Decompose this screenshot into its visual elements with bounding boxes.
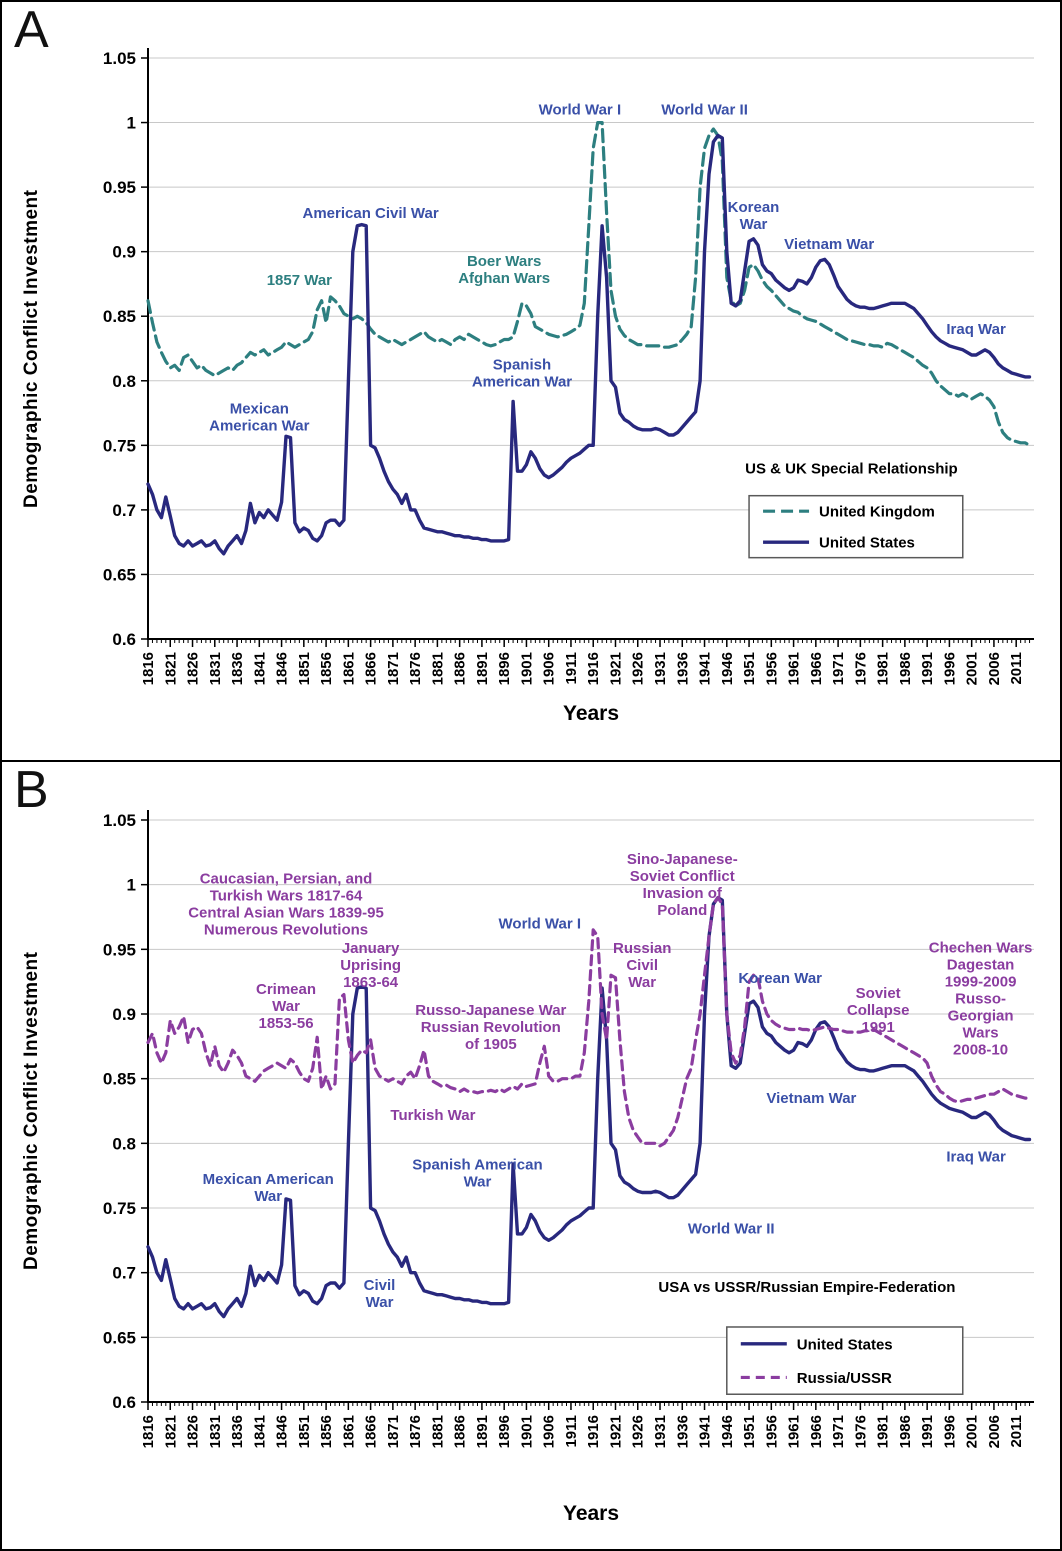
annotation-world-war-ii: World War II — [661, 101, 748, 119]
y-tick-label: 0.6 — [112, 1393, 136, 1412]
x-tick-label: 1971 — [830, 1415, 848, 1449]
y-tick-label: 0.8 — [112, 1134, 136, 1154]
annotation-russian-civil-war: War — [628, 973, 657, 991]
annotation-chechen-wars-dagestan-1999-2009-russo-georgian-wars-2008-10: 2008-10 — [953, 1041, 1009, 1059]
series-united-states-line — [148, 136, 1030, 554]
annotation-chechen-wars-dagestan-1999-2009-russo-georgian-wars-2008-10: Wars — [962, 1024, 999, 1042]
annotation-mexican-american-war: American War — [209, 417, 310, 435]
x-tick-label: 1961 — [785, 1415, 803, 1449]
x-tick-label: 1826 — [184, 652, 202, 686]
x-tick-label: 1996 — [941, 1415, 959, 1449]
x-tick-label: 1926 — [629, 652, 647, 686]
annotation-soviet-collapse-1991: 1991 — [861, 1019, 895, 1037]
x-tick-label: 1931 — [652, 652, 670, 686]
annotation-soviet-collapse-1991: Collapse — [846, 1002, 910, 1020]
x-tick-label: 1821 — [162, 652, 180, 686]
x-axis-title-a: Years — [562, 702, 620, 725]
x-tick-label: 1816 — [140, 1415, 157, 1449]
x-tick-label: 1901 — [518, 1415, 536, 1449]
x-tick-label: 1976 — [852, 1415, 870, 1449]
annotation-turkish-war: Turkish War — [390, 1106, 476, 1124]
y-tick-label: 1 — [126, 113, 136, 133]
y-tick-label: 0.7 — [112, 1263, 136, 1283]
x-tick-label: 1861 — [340, 652, 358, 686]
x-tick-label: 1916 — [585, 1415, 603, 1449]
x-tick-label: 1856 — [318, 652, 336, 686]
annotation-january-uprising-1863-64: January — [341, 939, 400, 957]
annotation-spanish-american-war: War — [463, 1173, 492, 1191]
y-tick-label: 0.85 — [102, 307, 136, 327]
annotation-american-civil-war: American Civil War — [302, 204, 439, 222]
x-tick-label: 1946 — [718, 1415, 736, 1449]
y-tick-label: 0.9 — [112, 1005, 136, 1024]
annotation-boer-wars-afghan-wars: Afghan Wars — [458, 270, 551, 288]
y-tick-label: 0.75 — [102, 1199, 136, 1218]
y-tick-label: 0.65 — [102, 565, 136, 585]
y-tick-label: 1 — [126, 875, 136, 895]
x-axis-title-b: Years — [562, 1502, 620, 1525]
legend-label-united-states: United States — [796, 1336, 893, 1354]
annotation-vietnam-war: Vietnam War — [784, 235, 875, 253]
annotation-chechen-wars-dagestan-1999-2009-russo-georgian-wars-2008-10: Dagestan — [946, 956, 1015, 974]
annotation-civil-war: War — [365, 1293, 394, 1311]
x-tick-label: 1886 — [451, 652, 469, 686]
y-tick-label: 0.85 — [102, 1069, 136, 1089]
annotation-sino-japanese-soviet-conflict-invasion-of-poland: Soviet Conflict — [629, 868, 735, 886]
x-tick-label: 1896 — [496, 652, 514, 686]
y-tick-label: 0.75 — [102, 436, 136, 456]
annotation-mexican-american-war: Mexican — [229, 400, 289, 418]
annotation-chechen-wars-dagestan-1999-2009-russo-georgian-wars-2008-10: Georgian — [947, 1007, 1014, 1025]
annotation-russo-japanese-war-russian-revolution-of-1905: Russo-Japanese War — [415, 1001, 567, 1019]
x-tick-label: 1936 — [674, 1415, 692, 1449]
x-tick-label: 1851 — [295, 1415, 313, 1449]
x-tick-label: 1901 — [518, 652, 536, 686]
legend-title: USA vs USSR/Russian Empire-Federation — [658, 1279, 956, 1297]
x-tick-label: 1836 — [229, 652, 247, 686]
annotation-world-war-ii: World War II — [687, 1220, 775, 1238]
annotation-world-war-i: World War I — [538, 101, 622, 119]
y-tick-label: 0.9 — [112, 242, 136, 262]
annotation-boer-wars-afghan-wars: Boer Wars — [466, 253, 542, 271]
x-tick-label: 1856 — [318, 1415, 336, 1449]
x-tick-label: 1981 — [874, 1415, 892, 1449]
x-tick-label: 1976 — [852, 652, 870, 686]
x-tick-label: 1826 — [184, 1415, 202, 1449]
y-tick-label: 0.7 — [112, 500, 136, 520]
x-tick-label: 1881 — [429, 1415, 447, 1449]
annotation-sino-japanese-soviet-conflict-invasion-of-poland: Poland — [657, 902, 708, 920]
x-tick-label: 1906 — [540, 1415, 558, 1449]
panel-a-letter: A — [14, 1, 49, 59]
annotation-russian-civil-war: Civil — [626, 956, 659, 974]
x-tick-label: 2001 — [963, 652, 981, 686]
x-tick-label: 1876 — [407, 1415, 425, 1449]
annotation-russo-japanese-war-russian-revolution-of-1905: of 1905 — [464, 1035, 517, 1053]
x-tick-label: 1961 — [785, 652, 803, 686]
x-tick-label: 1891 — [473, 652, 491, 686]
x-tick-label: 1941 — [696, 652, 714, 686]
x-tick-label: 1821 — [162, 1415, 180, 1449]
x-tick-label: 1831 — [206, 652, 224, 686]
annotation-soviet-collapse-1991: Soviet — [855, 985, 901, 1003]
x-tick-label: 1906 — [540, 652, 558, 686]
annotation-sino-japanese-soviet-conflict-invasion-of-poland: Sino-Japanese- — [626, 851, 738, 869]
x-tick-label: 1861 — [340, 1415, 358, 1449]
x-tick-label: 1991 — [919, 652, 937, 686]
x-tick-label: 1866 — [362, 652, 380, 686]
annotation-chechen-wars-dagestan-1999-2009-russo-georgian-wars-2008-10: 1999-2009 — [944, 973, 1017, 991]
x-tick-label: 1966 — [807, 1415, 825, 1449]
annotation-january-uprising-1863-64: 1863-64 — [343, 973, 399, 991]
x-tick-label: 1886 — [451, 1415, 469, 1449]
x-tick-label: 1876 — [407, 652, 425, 686]
annotation-korean-war: Korean — [727, 199, 780, 217]
x-tick-label: 1851 — [295, 652, 313, 686]
x-tick-label: 2011 — [1008, 651, 1026, 685]
annotation-crimean-war-1853-56: 1853-56 — [258, 1015, 314, 1033]
panel-b-letter: B — [14, 761, 49, 819]
annotation-civil-war: Civil — [363, 1276, 396, 1294]
legend-label-united-kingdom: United Kingdom — [819, 503, 935, 521]
y-tick-label: 0.8 — [112, 371, 136, 391]
y-tick-label: 0.6 — [112, 630, 136, 649]
x-tick-label: 1866 — [362, 1415, 380, 1449]
panel-b — [2, 762, 1060, 1549]
chart-a — [2, 2, 1060, 760]
x-tick-label: 1931 — [652, 1415, 670, 1449]
annotation-spanish-american-war: Spanish — [492, 356, 552, 374]
x-tick-label: 1836 — [229, 1415, 247, 1449]
x-tick-label: 1921 — [607, 652, 625, 686]
x-tick-label: 1911 — [562, 1415, 580, 1448]
x-tick-label: 2011 — [1008, 1415, 1026, 1448]
annotation-korean-war: Korean War — [738, 969, 823, 987]
annotation-iraq-war: Iraq War — [946, 321, 1006, 339]
x-tick-label: 2001 — [963, 1415, 981, 1449]
annotation-mexican-american-war: War — [254, 1187, 283, 1205]
x-tick-label: 1911 — [562, 652, 580, 685]
x-tick-label: 1936 — [674, 652, 692, 686]
annotation-1857-war: 1857 War — [266, 272, 333, 290]
y-axis-title-b: Demographic Conflict Investment — [21, 951, 42, 1271]
annotation-spanish-american-war: American War — [471, 373, 573, 391]
x-tick-label: 1881 — [429, 652, 447, 686]
x-tick-label: 1991 — [919, 1415, 937, 1449]
x-tick-label: 1921 — [607, 1415, 625, 1449]
panel-a — [2, 2, 1060, 762]
annotation-russo-japanese-war-russian-revolution-of-1905: Russian Revolution — [420, 1018, 561, 1036]
legend-label-russia-ussr: Russia/USSR — [796, 1369, 892, 1387]
annotation-chechen-wars-dagestan-1999-2009-russo-georgian-wars-2008-10: Chechen Wars — [928, 939, 1033, 957]
x-tick-label: 1986 — [896, 1415, 914, 1449]
x-tick-label: 1841 — [251, 1415, 269, 1449]
legend-label-united-states: United States — [819, 534, 915, 552]
x-tick-label: 1966 — [807, 652, 825, 686]
y-tick-label: 1.05 — [102, 49, 136, 68]
legend-title: US & UK Special Relationship — [745, 460, 958, 478]
x-tick-label: 1941 — [696, 1415, 714, 1449]
x-tick-label: 1951 — [741, 1415, 759, 1449]
x-tick-label: 1846 — [273, 652, 291, 686]
x-tick-label: 1846 — [273, 1415, 291, 1449]
y-tick-label: 0.95 — [102, 940, 136, 960]
x-tick-label: 1896 — [496, 1415, 514, 1449]
annotation-spanish-american-war: Spanish American — [412, 1156, 543, 1174]
annotation-caucasian-persian-and-turkish-wars-1817-64-central-asian-wars-1839-95-numerous-revolutions: Turkish Wars 1817-64 — [209, 887, 363, 905]
annotation-january-uprising-1863-64: Uprising — [340, 956, 402, 974]
annotation-mexican-american-war: Mexican American — [202, 1170, 334, 1188]
annotation-chechen-wars-dagestan-1999-2009-russo-georgian-wars-2008-10: Russo- — [955, 990, 1006, 1008]
annotation-crimean-war-1853-56: War — [272, 998, 300, 1016]
annotation-korean-war: War — [739, 216, 768, 234]
x-tick-label: 1986 — [896, 652, 914, 686]
annotation-sino-japanese-soviet-conflict-invasion-of-poland: Invasion of — [642, 885, 722, 903]
y-tick-label: 0.95 — [102, 178, 136, 198]
x-tick-label: 1891 — [473, 1415, 491, 1449]
annotation-crimean-war-1853-56: Crimean — [256, 981, 317, 999]
x-tick-label: 1871 — [384, 1415, 402, 1449]
x-tick-label: 1831 — [206, 1415, 224, 1449]
y-axis-title-a: Demographic Conflict Investment — [21, 189, 42, 508]
x-tick-label: 2006 — [985, 1415, 1003, 1449]
y-tick-label: 0.65 — [102, 1328, 136, 1348]
annotation-world-war-i: World War I — [498, 915, 582, 933]
x-tick-label: 1951 — [741, 652, 759, 686]
x-tick-label: 2006 — [985, 652, 1003, 686]
x-tick-label: 1971 — [830, 652, 848, 686]
y-tick-label: 1.05 — [102, 811, 136, 830]
x-tick-label: 1926 — [629, 1415, 647, 1449]
x-tick-label: 1841 — [251, 652, 269, 686]
x-tick-label: 1816 — [140, 652, 157, 686]
x-tick-label: 1916 — [585, 652, 603, 686]
annotation-russian-civil-war: Russian — [613, 939, 672, 957]
x-tick-label: 1956 — [763, 1415, 781, 1449]
annotation-iraq-war: Iraq War — [946, 1148, 1006, 1166]
x-tick-label: 1956 — [763, 652, 781, 686]
annotation-vietnam-war: Vietnam War — [766, 1090, 857, 1108]
x-tick-label: 1981 — [874, 652, 892, 686]
chart-b — [2, 762, 1060, 1549]
series-united-states-line — [148, 898, 1030, 1317]
annotation-caucasian-persian-and-turkish-wars-1817-64-central-asian-wars-1839-95-numerous-revolutions: Numerous Revolutions — [203, 921, 369, 939]
x-tick-label: 1946 — [718, 652, 736, 686]
annotation-caucasian-persian-and-turkish-wars-1817-64-central-asian-wars-1839-95-numerous-revolutions: Caucasian, Persian, and — [199, 870, 373, 888]
x-tick-label: 1871 — [384, 652, 402, 686]
x-tick-label: 1996 — [941, 652, 959, 686]
annotation-caucasian-persian-and-turkish-wars-1817-64-central-asian-wars-1839-95-numerous-revolutions: Central Asian Wars 1839-95 — [188, 904, 384, 922]
